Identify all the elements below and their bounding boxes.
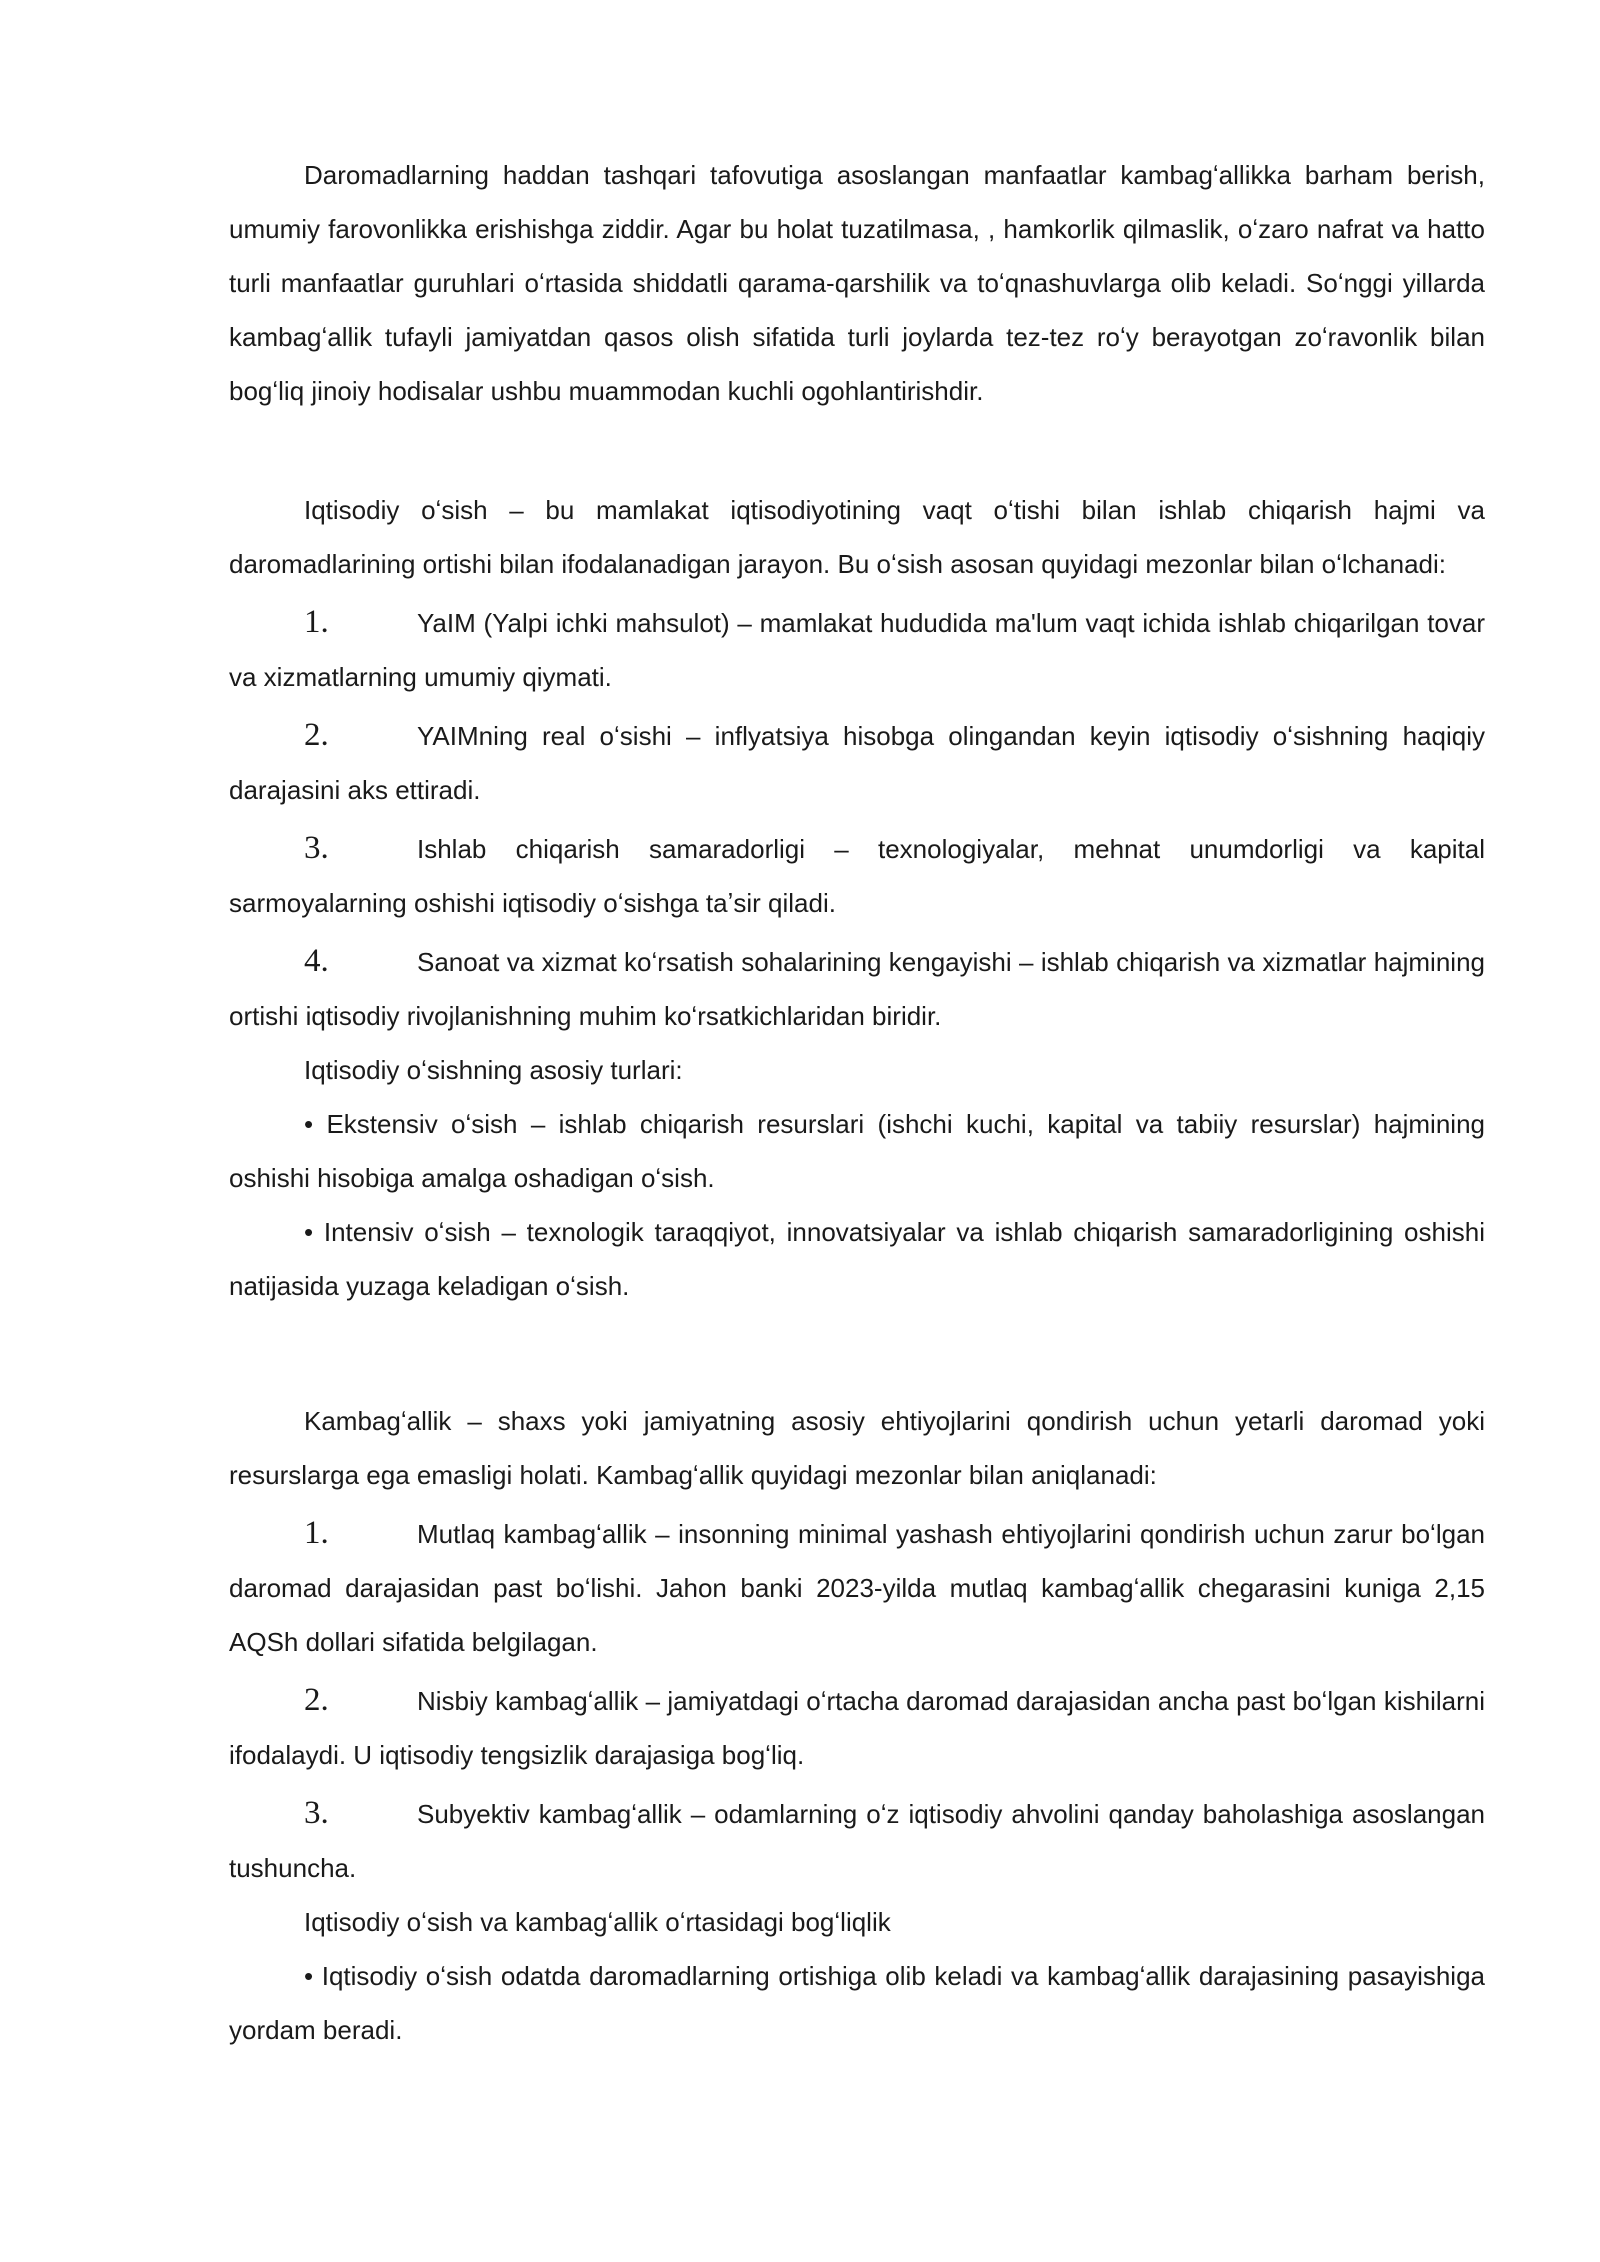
list-number: 1. [304, 1515, 329, 1551]
list-item-text: Mutlaq kambagʻallik – insonning minimal yashash ehtiyojlarini qondirish uchun zarur boʻlgan daromad darajasidan past boʻlishi. Jahon banki 2023-yilda mutlaq kambagʻallik chegarasini kuniga 2,15 AQSh dollari sifatida belgilagan. [229, 1519, 1485, 1657]
list-number: 4. [304, 943, 329, 979]
list-number: 2. [304, 717, 329, 753]
list-item [229, 708, 1485, 817]
poverty-criteria-list [229, 1506, 1485, 1895]
list-number: 2. [304, 1682, 329, 1718]
list-number: 3. [304, 1795, 329, 1831]
list-item [229, 595, 1485, 704]
paragraph-economic-growth: Iqtisodiy oʻsish – bu mamlakat iqtisodiyotining vaqt oʻtishi bilan ishlab chiqarish hajmi va daromadlarining ortishi bilan ifodalanadigan jarayon. Bu oʻsish asosan quyidagi mezonlar bilan oʻlchanadi: [229, 495, 1485, 579]
list-item-text: Nisbiy kambagʻallik – jamiyatdagi oʻrtacha daromad darajasidan ancha past boʻlgan kishilarni ifodalaydi. U iqtisodiy tengsizlik darajasiga bogʻliq. [229, 1686, 1485, 1770]
paragraph-growth-types-heading: Iqtisodiy oʻsishning asosiy turlari: [304, 1055, 683, 1085]
list-item-text: Subyektiv kambagʻallik – odamlarning oʻz iqtisodiy ahvolini qanday baholashiga asoslangan tushuncha. [229, 1799, 1485, 1883]
bullet-item: • Iqtisodiy oʻsish odatda daromadlarning ortishiga olib keladi va kambagʻallik darajasining pasayishiga yordam beradi. [229, 1961, 1485, 2045]
list-item-text: YaIM (Yalpi ichki mahsulot) – mamlakat hududida ma'lum vaqt ichida ishlab chiqarilgan tovar va xizmatlarning umumiy qiymati. [229, 608, 1485, 692]
list-item [229, 821, 1485, 930]
list-item-text: YAIMning real oʻsishi – inflyatsiya hisobga olingandan keyin iqtisodiy oʻsishning haqiqiy darajasini aks ettiradi. [229, 721, 1485, 805]
growth-criteria-list [229, 595, 1485, 1043]
list-item-text: Sanoat va xizmat koʻrsatish sohalarining kengayishi – ishlab chiqarish va xizmatlar hajmining ortishi iqtisodiy rivojlanishning muhim koʻrsatkichlaridan biridir. [229, 947, 1485, 1031]
paragraph-poverty: Kambagʻallik – shaxs yoki jamiyatning asosiy ehtiyojlarini qondirish uchun yetarli daromad yoki resurslarga ega emasligi holati. Kambagʻallik quyidagi mezonlar bilan aniqlanadi: [229, 1406, 1485, 1490]
bullet-item: • Intensiv oʻsish – texnologik taraqqiyot, innovatsiyalar va ishlab chiqarish samaradorligining oshishi natijasida yuzaga keladigan oʻsish. [229, 1217, 1485, 1301]
list-item-text: Ishlab chiqarish samaradorligi – texnologiyalar, mehnat unumdorligi va kapital sarmoyalarning oshishi iqtisodiy oʻsishga taʼsir qiladi. [229, 834, 1485, 918]
list-item [229, 934, 1485, 1043]
list-number: 3. [304, 830, 329, 866]
list-item [229, 1673, 1485, 1782]
spacer [229, 418, 1485, 483]
list-item [229, 1786, 1485, 1895]
document-page [229, 148, 1485, 2057]
paragraph-relationship-heading: Iqtisodiy oʻsish va kambagʻallik oʻrtasidagi bogʻliqlik [304, 1907, 891, 1937]
paragraph-income-gap: Daromadlarning haddan tashqari tafovutiga asoslangan manfaatlar kambagʻallikka barham berish, umumiy farovonlikka erishishga ziddir. Agar bu holat tuzatilmasa, , hamkorlik qilmaslik, oʻzaro nafrat va hatto turli manfaatlar guruhlari oʻrtasida shiddatli qarama-qarshilik va toʻqnashuvlarga olib keladi. Soʻnggi yillarda kambagʻallik tufayli jamiyatdan qasos olish sifatida turli joylarda tez-tez roʻy berayotgan zoʻravonlik bilan bogʻliq jinoiy hodisalar ushbu muammodan kuchli ogohlantirishdir. [229, 160, 1485, 406]
bullet-item: • Ekstensiv oʻsish – ishlab chiqarish resurslari (ishchi kuchi, kapital va tabiiy resurslar) hajmining oshishi hisobiga amalga oshadigan oʻsish. [229, 1109, 1485, 1193]
spacer [229, 1313, 1485, 1394]
list-number: 1. [304, 604, 329, 640]
list-item [229, 1506, 1485, 1669]
